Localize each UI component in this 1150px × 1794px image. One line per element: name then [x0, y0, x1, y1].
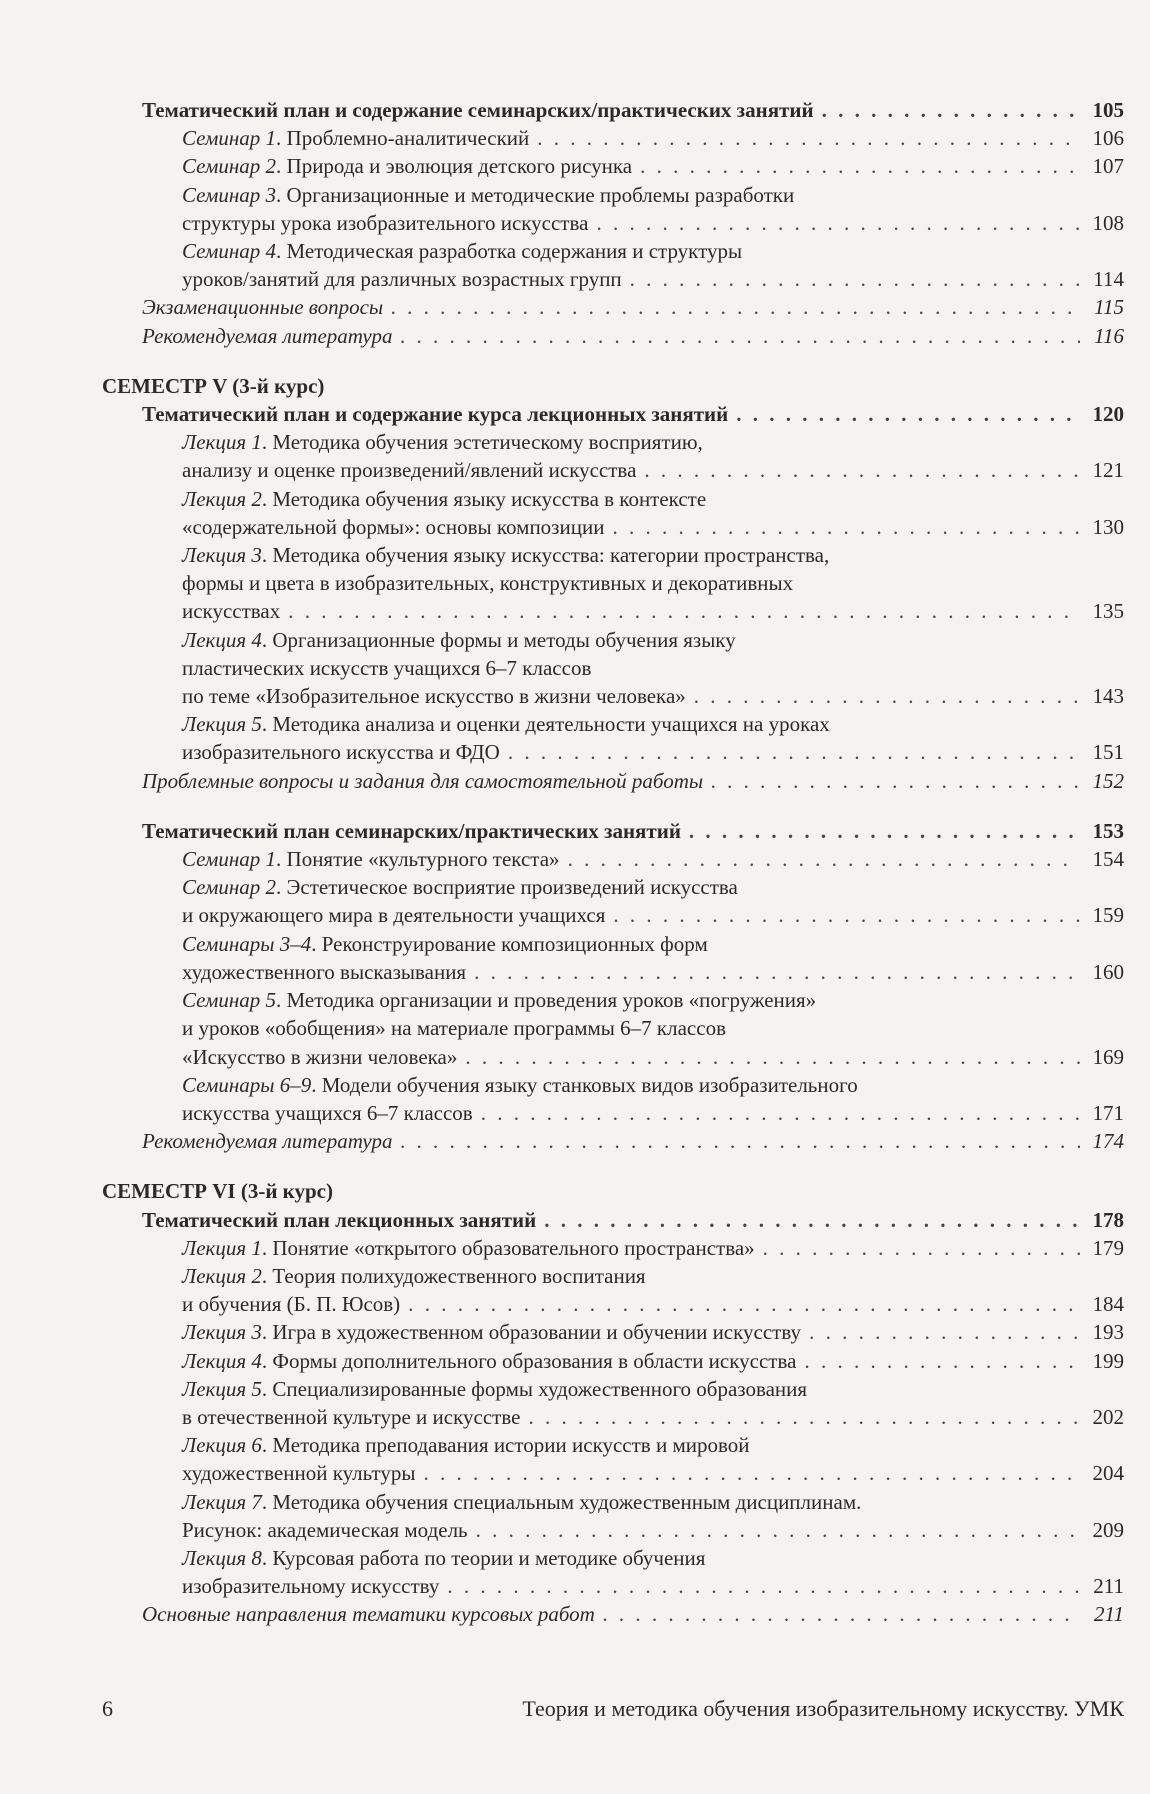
entry-text: [182, 597, 280, 625]
page-ref: 193: [1092, 1320, 1124, 1345]
toc-item: [102, 1572, 1124, 1600]
entry-text: [182, 209, 588, 237]
dot-leader: [391, 293, 1080, 321]
page-ref: 199: [1092, 1348, 1124, 1373]
page-ref: 211: [1093, 1574, 1124, 1599]
dot-leader: [644, 456, 1080, 484]
page-ref: 179: [1092, 1235, 1124, 1260]
semester-heading: СЕМЕСТР V (3-й курс): [102, 373, 325, 398]
dot-leader: [423, 1459, 1080, 1487]
entry-text: [182, 1459, 415, 1487]
page-ref: 116: [1094, 323, 1124, 348]
toc-item: [102, 152, 1124, 180]
dot-leader: [689, 817, 1080, 845]
page-ref: 120: [1092, 402, 1124, 427]
item-line: изобразительному искусству: [182, 1574, 440, 1599]
toc-extra: [102, 293, 1124, 321]
page-ref: 107: [1092, 154, 1124, 179]
page-ref: 121: [1092, 458, 1124, 483]
toc-extra: [102, 767, 1124, 795]
item-line: Формы дополнительного образования в области искусства: [272, 1348, 797, 1373]
item-label: Семинар 5: [182, 988, 277, 1013]
page-ref: 135: [1092, 599, 1124, 624]
entry-text: [182, 738, 500, 766]
item-line: и окружающего мира в деятельности учащихся: [182, 903, 606, 928]
toc-item-line: Лекция 4. Организационные формы и методы обучения языку: [182, 627, 736, 652]
toc-item-line: Семинары 6–9. Модели обучения языку станковых видов изобразительного: [182, 1072, 858, 1097]
item-line: Курсовая работа по теории и методике обучения: [272, 1545, 706, 1570]
table-of-contents: [102, 96, 1124, 1629]
item-line: Организационные и методические проблемы разработки: [286, 182, 795, 207]
item-label: Лекция 1: [182, 430, 262, 455]
dot-leader: [694, 682, 1080, 710]
item-label: Лекция 4: [182, 1348, 262, 1373]
page-ref: 105: [1092, 98, 1124, 122]
page-ref: 154: [1092, 847, 1124, 872]
toc-item: [102, 513, 1124, 541]
entry-text: [142, 1206, 536, 1234]
toc-item: [102, 597, 1124, 625]
item-line: искусствах: [182, 599, 281, 624]
toc-item-line: Семинар 5. Методика организации и проведения уроков «погружения»: [182, 988, 817, 1013]
toc-item-line: [102, 654, 1124, 682]
toc-item-line: Лекция 8. Курсовая работа по теории и методике обучения: [182, 1545, 706, 1570]
toc-item: [102, 1459, 1124, 1487]
page-ref: 115: [1094, 295, 1124, 320]
item-label: Семинар 3: [182, 182, 277, 207]
item-line: Рисунок: академическая модель: [182, 1517, 468, 1542]
toc-item-line: Лекция 7. Методика обучения специальным художественным дисциплинам.: [182, 1489, 862, 1514]
entry-text: [142, 400, 728, 428]
dot-leader: [568, 845, 1080, 873]
page-ref: 178: [1092, 1207, 1124, 1232]
dot-leader: [809, 1318, 1080, 1346]
item-line: Проблемно-аналитический: [286, 126, 530, 151]
item-line: Методика обучения языку искусства в контексте: [272, 486, 707, 511]
dot-leader: [613, 901, 1080, 929]
dot-leader: [603, 1600, 1080, 1628]
item-label: Лекция 2: [182, 1263, 262, 1288]
item-label: Семинар 4: [182, 239, 277, 264]
toc-item: [102, 1043, 1124, 1071]
page-ref: 184: [1092, 1292, 1124, 1317]
toc-item-line: [102, 569, 1124, 597]
entry-text: [142, 96, 814, 124]
toc-item-line: Лекция 3. Методика обучения языку искусства: категории пространства,: [182, 543, 830, 568]
page-ref: 204: [1092, 1461, 1124, 1486]
extra-text: Проблемные вопросы и задания для самостоятельной работы: [142, 768, 704, 793]
page-ref: 108: [1092, 210, 1124, 235]
entry-text: [182, 1516, 468, 1544]
extra-text: Рекомендуемая литература: [142, 323, 393, 348]
item-line: Теория полихудожественного воспитания: [272, 1263, 646, 1288]
item-label: Семинар 2: [182, 875, 277, 900]
toc-item: [102, 1347, 1124, 1375]
item-label: Лекция 8: [182, 1545, 262, 1570]
dot-leader: [537, 124, 1080, 152]
toc-item-line: Семинары 3–4. Реконструирование композиционных форм: [182, 931, 708, 956]
dot-leader: [400, 322, 1080, 350]
dot-leader: [508, 738, 1080, 766]
entry-text: [182, 1572, 439, 1600]
entry-text: [182, 1290, 400, 1318]
item-line: Методика обучения специальным художественным дисциплинам.: [272, 1489, 862, 1514]
item-line: Игра в художественном образовании и обучении искусству: [272, 1320, 802, 1345]
page-ref: 171: [1092, 1100, 1124, 1125]
dot-leader: [822, 96, 1080, 124]
page-ref: 114: [1093, 267, 1124, 292]
entry-text: [182, 1043, 457, 1071]
toc-item: [102, 1099, 1124, 1127]
entry-text: Лекция 4. Формы дополнительного образования в области искусства: [182, 1348, 797, 1373]
item-line: Эстетическое восприятие произведений искусства: [286, 875, 738, 900]
toc-item-line: Семинар 3. Организационные и методические проблемы разработки: [182, 182, 795, 207]
dot-leader: [544, 1206, 1080, 1234]
toc-item: [102, 682, 1124, 710]
entry-text: [182, 456, 636, 484]
entry-text: [182, 1099, 473, 1127]
dot-leader: [736, 400, 1080, 428]
item-line: пластических искусств учащихся 6–7 классов: [182, 655, 592, 680]
toc-item-line: Лекция 2. Теория полихудожественного воспитания: [182, 1263, 646, 1288]
entry-text: [142, 1127, 392, 1155]
dot-leader: [481, 1099, 1080, 1127]
block-gap: [102, 795, 1124, 817]
item-line: формы и цвета в изобразительных, конструктивных и декоративных: [182, 571, 794, 596]
page-footer: [102, 1696, 1124, 1722]
item-label: Лекция 3: [182, 1320, 262, 1345]
entry-text: [182, 1403, 520, 1431]
page-ref: 152: [1092, 768, 1124, 793]
item-label: Лекция 1: [182, 1235, 262, 1260]
entry-text: [142, 817, 681, 845]
toc-item: [102, 456, 1124, 484]
item-line: художественной культуры: [182, 1461, 416, 1486]
item-line: Методика организации и проведения уроков «погружения»: [286, 988, 817, 1013]
dot-leader: [408, 1290, 1080, 1318]
item-line: Понятие «культурного текста»: [286, 847, 560, 872]
toc-item: [102, 1234, 1124, 1262]
item-line: структуры урока изобразительного искусства: [182, 210, 589, 235]
item-label: Лекция 6: [182, 1433, 262, 1458]
item-label: Лекция 3: [182, 543, 262, 568]
entry-text: [142, 293, 383, 321]
page-ref: 153: [1092, 818, 1124, 843]
item-line: Природа и эволюция детского рисунка: [286, 154, 633, 179]
item-label: Семинар 1: [182, 126, 277, 151]
item-label: Лекция 2: [182, 486, 262, 511]
toc-item: [102, 209, 1124, 237]
item-line: Понятие «открытого образовательного пространства»: [272, 1235, 755, 1260]
toc-item: [102, 901, 1124, 929]
toc-item-line: Семинар 4. Методическая разработка содержания и структуры: [182, 239, 743, 264]
toc-item-line: Лекция 1. Методика обучения эстетическому восприятию,: [182, 430, 703, 455]
plan-title: [102, 1206, 1124, 1234]
extra-text: Основные направления тематики курсовых работ: [142, 1602, 595, 1627]
page-number: 6: [102, 1696, 113, 1721]
item-line: Методическая разработка содержания и структуры: [286, 239, 743, 264]
toc-item: [102, 1318, 1124, 1346]
dot-leader: [630, 265, 1080, 293]
dot-leader: [447, 1572, 1080, 1600]
toc-item-line: Лекция 5. Методика анализа и оценки деятельности учащихся на уроках: [182, 712, 830, 737]
item-line: Организационные формы и методы обучения языку: [272, 627, 736, 652]
toc-item: [102, 845, 1124, 873]
item-line: Методика обучения эстетическому восприятию,: [272, 430, 703, 455]
entry-text: [182, 513, 604, 541]
page-ref: 159: [1092, 903, 1124, 928]
item-label: Семинары 3–4: [182, 931, 312, 956]
extra-text: Экзаменационные вопросы: [142, 295, 384, 320]
dot-leader: [640, 152, 1080, 180]
entry-text: Семинар 2. Природа и эволюция детского рисунка: [182, 154, 633, 179]
entry-text: Семинар 1. Понятие «культурного текста»: [182, 847, 560, 872]
entry-text: [142, 767, 703, 795]
toc-item: [102, 1516, 1124, 1544]
item-line: Методика обучения языку искусства: категории пространства,: [272, 543, 830, 568]
item-line: и обучения (Б. П. Юсов): [182, 1292, 401, 1317]
item-line: изобразительного искусства и ФДО: [182, 740, 500, 765]
dot-leader: [476, 1516, 1080, 1544]
plan-title: [102, 400, 1124, 428]
semester-heading: СЕМЕСТР VI (3-й курс): [102, 1179, 333, 1204]
item-line: Модели обучения языку станковых видов изобразительного: [321, 1072, 858, 1097]
page-ref: 211: [1094, 1602, 1124, 1627]
item-line: «содержательной формы»: основы композиции: [182, 514, 605, 539]
toc-item-line: Лекция 2. Методика обучения языку искусства в контексте: [182, 486, 707, 511]
toc-extra: [102, 322, 1124, 350]
entry-text: [182, 901, 605, 929]
dot-leader: [400, 1127, 1080, 1155]
item-line: «Искусство в жизни человека»: [182, 1044, 458, 1069]
dot-leader: [474, 958, 1080, 986]
page-ref: 174: [1092, 1129, 1124, 1154]
item-label: Лекция 5: [182, 712, 262, 737]
toc-item: [102, 738, 1124, 766]
dot-leader: [465, 1043, 1080, 1071]
dot-leader: [528, 1403, 1080, 1431]
page-ref: 143: [1092, 684, 1124, 709]
entry-text: Семинар 1. Проблемно-аналитический: [182, 126, 530, 151]
item-line: в отечественной культуре и искусстве: [182, 1404, 521, 1429]
dot-leader: [596, 209, 1080, 237]
item-label: Лекция 4: [182, 627, 262, 652]
toc-item-line: Семинар 2. Эстетическое восприятие произведений искусства: [182, 875, 738, 900]
toc-item: [102, 1403, 1124, 1431]
entry-text: Лекция 1. Понятие «открытого образовательного пространства»: [182, 1235, 755, 1260]
item-label: Семинар 2: [182, 154, 277, 179]
plan-title-text: Тематический план лекционных занятий: [142, 1207, 537, 1232]
item-line: и уроков «обобщения» на материале программы 6–7 классов: [182, 1016, 726, 1041]
entry-text: [182, 682, 686, 710]
entry-text: [142, 1600, 595, 1628]
toc-item: [102, 265, 1124, 293]
item-line: Специализированные формы художественного образования: [272, 1376, 808, 1401]
plan-title-text: Тематический план и содержание семинарских/практических занятий: [142, 98, 814, 122]
page-ref: 151: [1092, 740, 1124, 765]
item-label: Лекция 5: [182, 1376, 262, 1401]
page-ref: 209: [1092, 1517, 1124, 1542]
item-line: анализу и оценке произведений/явлений искусства: [182, 458, 637, 483]
entry-text: [142, 322, 392, 350]
toc-item-line: Лекция 5. Специализированные формы художественного образования: [182, 1376, 808, 1401]
item-line: Методика анализа и оценки деятельности учащихся на уроках: [272, 712, 830, 737]
toc-item-line: [102, 1014, 1124, 1042]
entry-text: [182, 265, 622, 293]
item-line: уроков/занятий для различных возрастных групп: [182, 267, 622, 292]
dot-leader: [804, 1347, 1080, 1375]
dot-leader: [763, 1234, 1080, 1262]
entry-text: Лекция 3. Игра в художественном образовании и обучении искусству: [182, 1320, 802, 1345]
page-ref: 130: [1092, 514, 1124, 539]
running-title: Теория и методика обучения изобразительному искусству. УМК: [522, 1696, 1124, 1721]
dot-leader: [711, 767, 1080, 795]
item-line: художественного высказывания: [182, 959, 467, 984]
entry-text: [182, 958, 466, 986]
page-ref: 202: [1092, 1404, 1124, 1429]
item-label: Лекция 7: [182, 1489, 262, 1514]
toc-item: [102, 1290, 1124, 1318]
dot-leader: [288, 597, 1080, 625]
dot-leader: [612, 513, 1080, 541]
toc-extra: [102, 1600, 1124, 1628]
plan-title: [102, 817, 1124, 845]
toc-item-line: Лекция 6. Методика преподавания истории искусств и мировой: [182, 1433, 750, 1458]
plan-title: [102, 96, 1124, 124]
toc-item: [102, 124, 1124, 152]
page-ref: 160: [1092, 959, 1124, 984]
toc-item: [102, 958, 1124, 986]
toc-extra: [102, 1127, 1124, 1155]
item-label: Семинары 6–9: [182, 1072, 312, 1097]
page-ref: 169: [1092, 1044, 1124, 1069]
page-ref: 106: [1092, 126, 1124, 151]
plan-title-text: Тематический план и содержание курса лекционных занятий: [142, 402, 729, 427]
item-line: искусства учащихся 6–7 классов: [182, 1100, 473, 1125]
item-line: по теме «Изобразительное искусство в жизни человека»: [182, 684, 686, 709]
item-line: Методика преподавания истории искусств и мировой: [272, 1433, 750, 1458]
plan-title-text: Тематический план семинарских/практических занятий: [142, 818, 681, 843]
item-line: Реконструирование композиционных форм: [321, 931, 708, 956]
extra-text: Рекомендуемая литература: [142, 1129, 393, 1154]
item-label: Семинар 1: [182, 847, 277, 872]
